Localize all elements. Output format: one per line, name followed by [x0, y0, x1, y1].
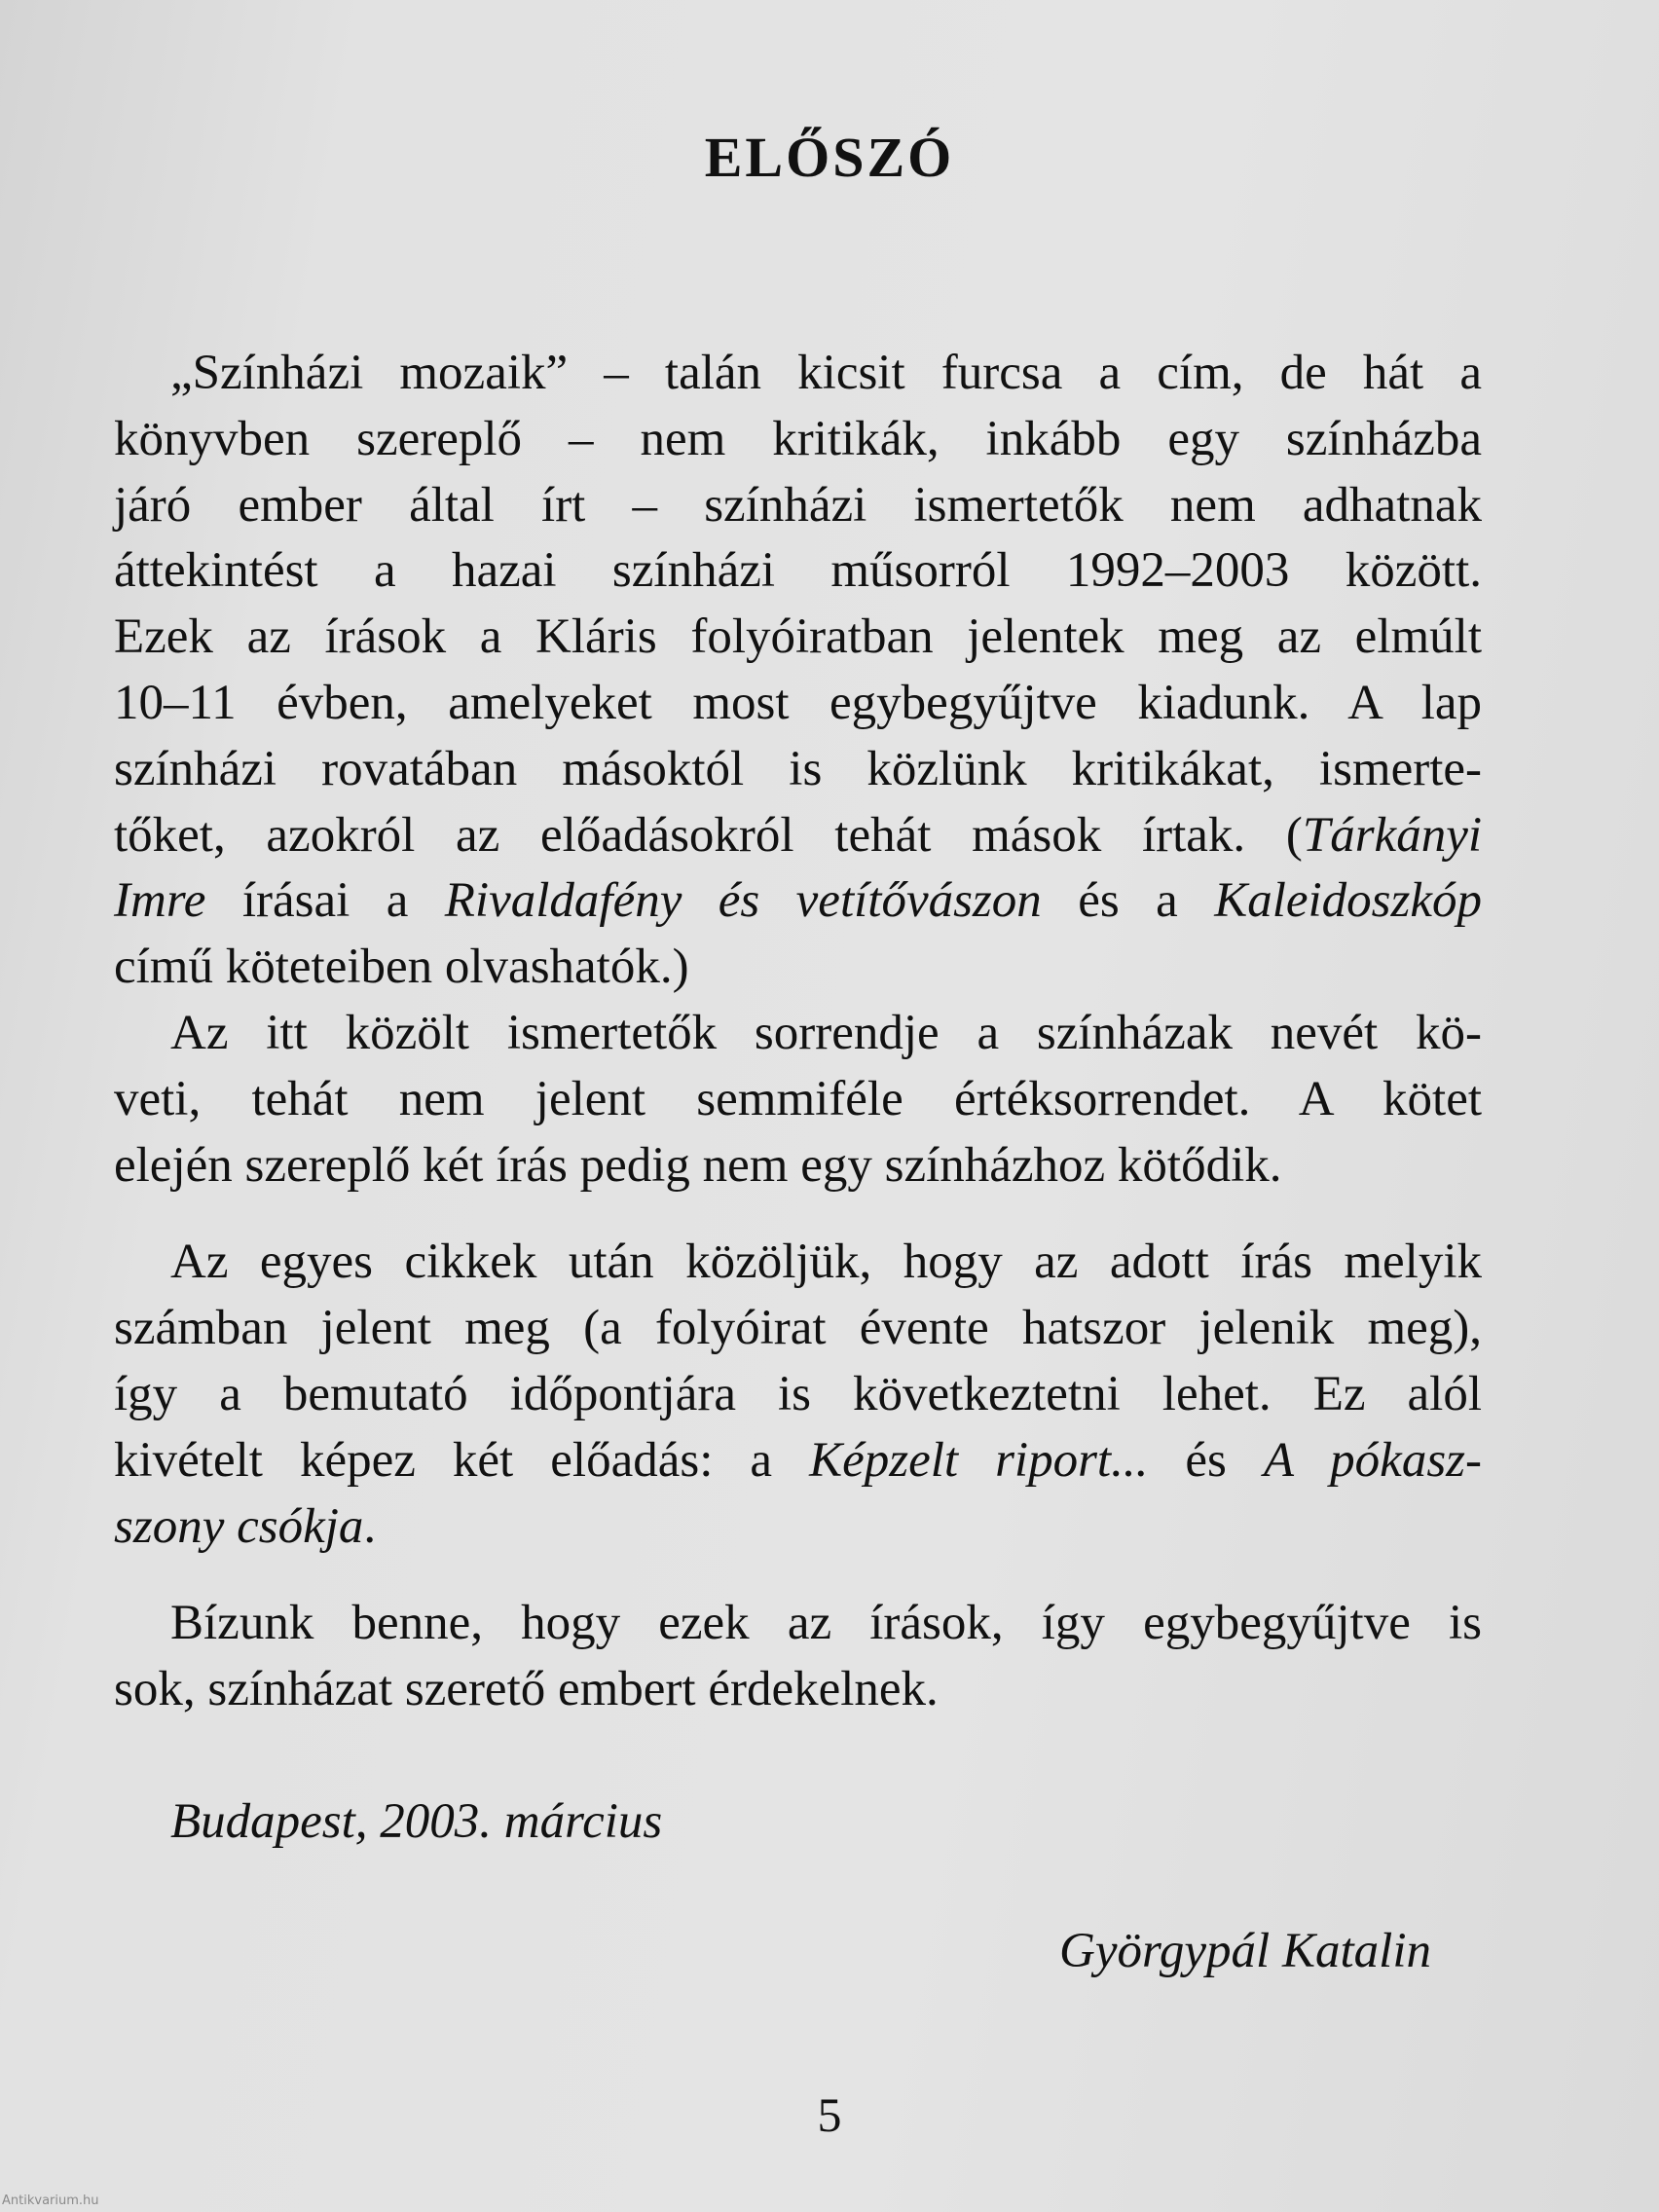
author-signature: Györgypál Katalin: [1058, 1924, 1431, 1978]
text-line: sok, színházat szerető embert érdekelnek.: [114, 1662, 939, 1717]
text-line: így a bemutató időpontjára is következtetni lehet. Ez alól: [114, 1366, 1482, 1421]
paragraph-2: [114, 1001, 1482, 1198]
text-segment: írásai a: [205, 873, 445, 929]
watermark: Antikvarium.hu: [2, 2194, 99, 2208]
page-number: 5: [817, 2087, 842, 2142]
text-segment: és a: [1041, 873, 1215, 929]
text-line: című köteteiben olvashatók.): [114, 940, 689, 995]
italic-author-name: Imre: [114, 873, 206, 929]
text-segment: és: [1148, 1432, 1264, 1488]
text-line: színházi rovatában másoktól is közlünk kritikákat, ismerte-: [114, 741, 1482, 796]
preface-body: [114, 341, 1482, 1723]
text-line: veti, tehát nem jelent semmiféle értéksorrendet. A kötet: [114, 1071, 1482, 1126]
text-line: áttekintést a hazai színházi műsorról 1992–2003 között.: [114, 543, 1482, 599]
place-and-date: Budapest, 2003. március: [170, 1794, 663, 1849]
text-line: „Színházi mozaik” – talán kicsit furcsa a cím, de hát a: [170, 346, 1482, 400]
text-line: könyvben szereplő – nem kritikák, inkább egy színházba: [114, 411, 1482, 466]
paragraph-3: [114, 1230, 1482, 1560]
text-line: [114, 868, 1482, 935]
text-line: elején szereplő két írás pedig nem egy színházhoz kötődik.: [114, 1137, 1282, 1193]
text-segment: kivételt képez két előadás: a: [114, 1432, 810, 1488]
paragraph-4: [114, 1591, 1482, 1723]
text-line: Az egyes cikkek után közöljük, hogy az adott írás melyik: [170, 1235, 1482, 1290]
page-title: ELŐSZÓ: [704, 126, 955, 189]
italic-play-title: szony csókja: [114, 1498, 364, 1554]
text-line: számban jelent meg (a folyóirat évente hatszor jelenik meg),: [114, 1301, 1482, 1356]
text-line: Az itt közölt ismertetők sorrendje a színházak nevét kö-: [170, 1005, 1482, 1060]
italic-play-title: A pókasz-: [1263, 1432, 1483, 1488]
text-line: Bízunk benne, hogy ezek az írások, így egybegyűjtve is: [170, 1596, 1482, 1651]
text-line: Ezek az írások a Kláris folyóiratban jelentek meg az elmúlt: [114, 609, 1482, 665]
italic-author-name: Tárkányi: [1302, 807, 1482, 863]
italic-book-title: Kaleidoszkóp: [1214, 873, 1483, 929]
text-line: [114, 1494, 1482, 1561]
text-line: [114, 803, 1482, 869]
italic-book-title: Rivaldafény és vetítővászon: [444, 873, 1042, 929]
text-segment: tőket, azokról az előadásokról tehát mások írtak. (: [114, 807, 1303, 863]
text-line: [114, 1428, 1482, 1494]
text-line: járó ember által írt – színházi ismertetők nem adhatnak: [114, 477, 1482, 533]
paragraph-1: [114, 341, 1482, 1001]
text-segment: .: [363, 1498, 377, 1554]
italic-play-title: Képzelt riport...: [809, 1432, 1149, 1488]
text-line: 10–11 évben, amelyeket most egybegyűjtve kiadunk. A lap: [114, 675, 1482, 730]
